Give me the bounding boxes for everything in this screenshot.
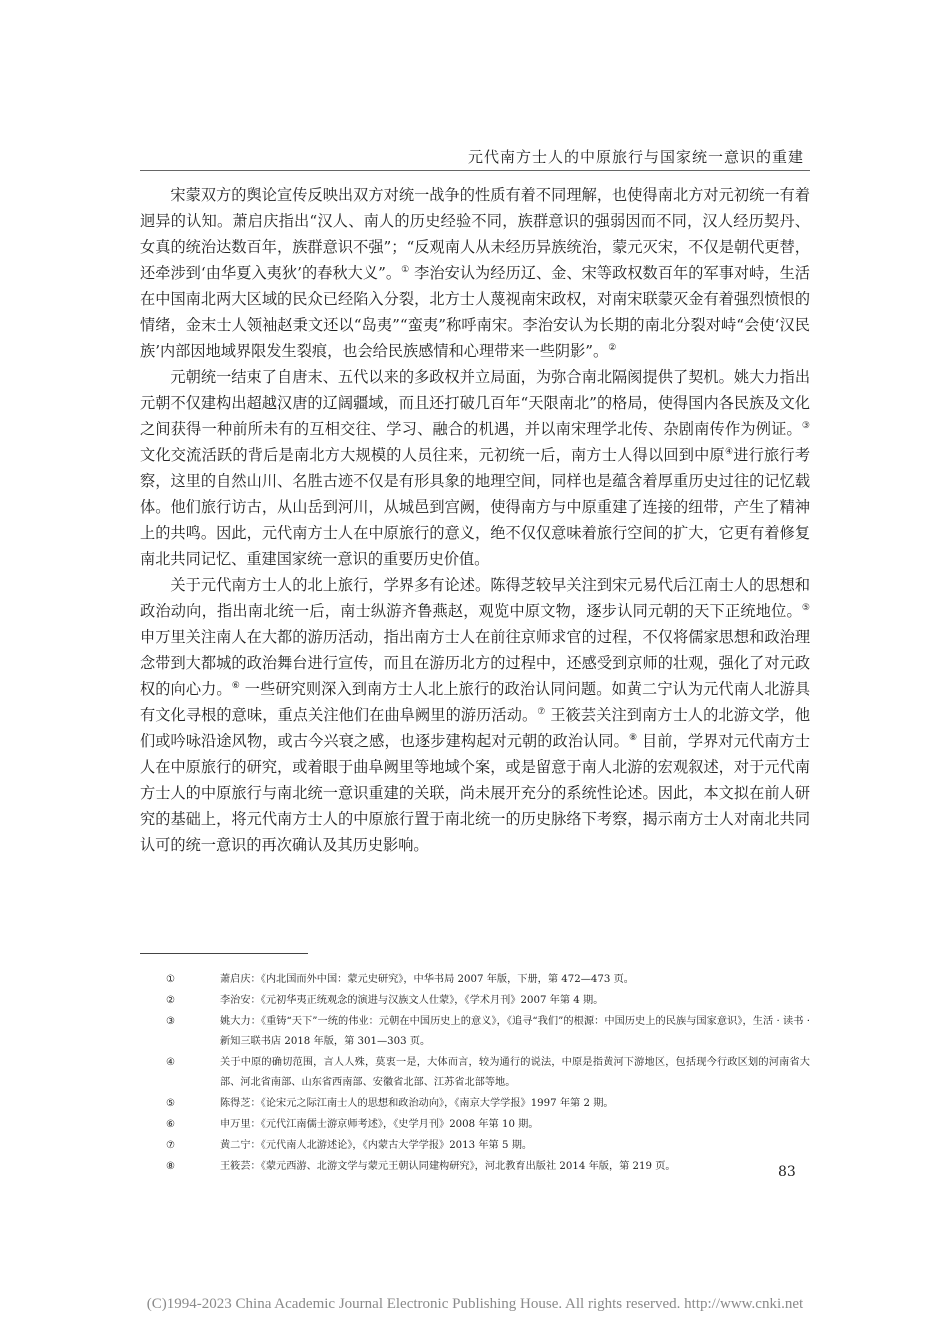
footnote-mark: ⑦ [166, 1140, 176, 1151]
footnote-mark: ⑤ [166, 1098, 176, 1109]
footnote [140, 970, 810, 990]
footnote-text: 关于中原的确切范围，言人人殊，莫衷一是，大体而言，较为通行的说法，中原是指黄河下游地区，包括现今行政区划的河南省大部、河北省南部、山东省西南部、安徽省北部、江苏省北部等地。 [220, 1057, 810, 1088]
paragraph-text: 宋蒙双方的舆论宣传反映出双方对统一战争的性质有着不同理解，也使得南北方对元初统一有着迥异的认知。萧启庆指出“汉人、南人的历史经验不同，族群意识的强弱因而不同，汉人经历契丹、女真的统治达数百年，族群意识不强”；“反观南人从未经历异族统治，蒙元灭宋，不仅是朝代更替，还牵涉到‘由华夏入夷狄’的春秋大义”。 [140, 186, 810, 282]
footnote-mark: ⑥ [166, 1119, 176, 1130]
footnote-text: 王筱芸：《蒙元西游、北游文学与蒙元王朝认同建构研究》，河北教育出版社 2014 年版，第 219 页。 [220, 1161, 676, 1172]
footnote-mark: ③ [166, 1016, 176, 1027]
footnote-ref: ⑤ [801, 602, 810, 613]
paragraph-text: 李治安认为经历辽、金、宋等政权数百年的军事对峙，生活在中国南北两大区域的民众已经陷入分裂，北方士人蔑视南宋政权，对南宋联蒙灭金有着强烈愤恨的情绪，金末士人领袖赵秉文还以“岛夷”“蛮夷”称呼南宋。李治安认为长期的南北分裂对峙“会使‘汉民族’内部因地域界限发生裂痕，也会给民族感情和心理带来一些阴影”。 [140, 264, 810, 360]
paragraph [140, 364, 810, 572]
footnote [140, 1094, 810, 1114]
footnote-ref: ④ [724, 446, 734, 457]
paragraph-text: 元朝统一结束了自唐末、五代以来的多政权并立局面，为弥合南北隔阂提供了契机。姚大力指出元朝不仅建构出超越汉唐的辽阔疆域，而且还打破几百年“天限南北”的格局，使得国内各民族及文化之间获得一种前所未有的互相交往、学习、融合的机遇，并以南宋理学北传、杂剧南传作为例证。 [140, 368, 810, 438]
footnote-mark: ⑧ [166, 1161, 176, 1172]
footnote-rule [140, 953, 308, 954]
paragraph [140, 572, 810, 858]
paragraph-text: 关于元代南方士人的北上旅行，学界多有论述。陈得芝较早关注到宋元易代后江南士人的思想和政治动向，指出南北统一后，南士纵游齐鲁燕赵，观览中原文物，逐步认同元朝的天下正统地位。 [140, 576, 810, 620]
paragraph-text: 进行旅行考察，这里的自然山川、名胜古迹不仅是有形具象的地理空间，同样也是蕴含着厚重历史过往的记忆载体。他们旅行访古，从山岳到河川，从城邑到宫阙，使得南方与中原重建了连接的纽带，产生了精神上的共鸣。因此，元代南方士人在中原旅行的意义，绝不仅仅意味着旅行空间的扩大，它更有着修复南北共同记忆、重建国家统一意识的重要历史价值。 [140, 446, 811, 568]
footnote-mark: ④ [166, 1057, 176, 1068]
article-body [140, 182, 810, 858]
footnote [140, 1115, 810, 1135]
footnote-text: 黄二宁：《元代南人北游述论》，《内蒙古大学学报》2013 年第 5 期。 [220, 1140, 533, 1151]
footnote-text: 姚大力：《重铸“天下”一统的伟业：元朝在中国历史上的意义》，《追寻“我们”的根源：中国历史上的民族与国家意识》，生活 · 读书 · 新知三联书店 2018 年版，第 301—303 页。 [220, 1016, 810, 1047]
paragraph-text: 目前，学界对元代南方士人在中原旅行的研究，或着眼于曲阜阙里等地域个案，或是留意于南人北游的宏观叙述，对于元代南方士人的中原旅行与南北统一意识重建的关联，尚未展开充分的系统性论述。因此，本文拟在前人研究的基础上，将元代南方士人的中原旅行置于南北统一的历史脉络下考察，揭示南方士人对南北共同认可的统一意识的再次确认及其历史影响。 [140, 732, 811, 854]
footnote-ref: ③ [801, 420, 810, 431]
paragraph [140, 182, 810, 364]
footnote [140, 991, 810, 1011]
paragraph-text: 王筱芸关注到南方士人的北游文学，他们或吟咏沿途风物，或古今兴衰之感，也逐步建构起对元朝的政治认同。 [140, 706, 811, 750]
footnote-mark: ② [166, 995, 176, 1006]
running-head: 元代南方士人的中原旅行与国家统一意识的重建 [467, 148, 804, 166]
footnote [140, 1157, 810, 1177]
paragraph-text: 一些研究则深入到南方士人北上旅行的政治认同问题。如黄二宁认为元代南人北游具有文化寻根的意味，重点关注他们在曲阜阙里的游历活动。 [140, 680, 811, 724]
footnote-text: 陈得芝：《论宋元之际江南士人的思想和政治动向》，《南京大学学报》1997 年第 2 期。 [220, 1098, 614, 1109]
footnote-ref: ⑧ [628, 732, 638, 743]
footnote [140, 1053, 810, 1093]
footnote-ref: ⑦ [537, 706, 546, 717]
paragraph-text: 文化交流活跃的背后是南北方大规模的人员往来，元初统一后，南方士人得以回到中原 [140, 446, 725, 464]
footnotes [140, 970, 810, 1178]
footnote-ref: ② [608, 342, 617, 353]
copyright-notice: (C)1994-2023 China Academic Journal Electronic Publishing House. All rights reserved. http://www.cnki.net [146, 1296, 804, 1312]
footnote-text: 萧启庆：《内北国而外中国：蒙元史研究》，中华书局 2007 年版，下册，第 472—473 页。 [220, 974, 634, 985]
footnote-text: 申万里：《元代江南儒士游京师考述》，《史学月刊》2008 年第 10 期。 [220, 1119, 539, 1130]
footnote [140, 1136, 810, 1156]
header-rule [140, 170, 810, 171]
paragraph-text: 申万里关注南人在大都的游历活动，指出南方士人在前往京师求官的过程，不仅将儒家思想和政治理念带到大都城的政治舞台进行宣传，而且在游历北方的过程中，还感受到京师的壮观，强化了对元政权的向心力。 [140, 628, 810, 698]
footnote [140, 1012, 810, 1052]
footnote-mark: ① [166, 974, 176, 985]
page-number: 83 [778, 1164, 796, 1180]
footnote-ref: ① [401, 264, 410, 275]
footnote-ref: ⑥ [231, 680, 240, 691]
footnote-text: 李治安：《元初华夷正统观念的演进与汉族文人仕蒙》，《学术月刊》2007 年第 4 期。 [220, 995, 604, 1006]
